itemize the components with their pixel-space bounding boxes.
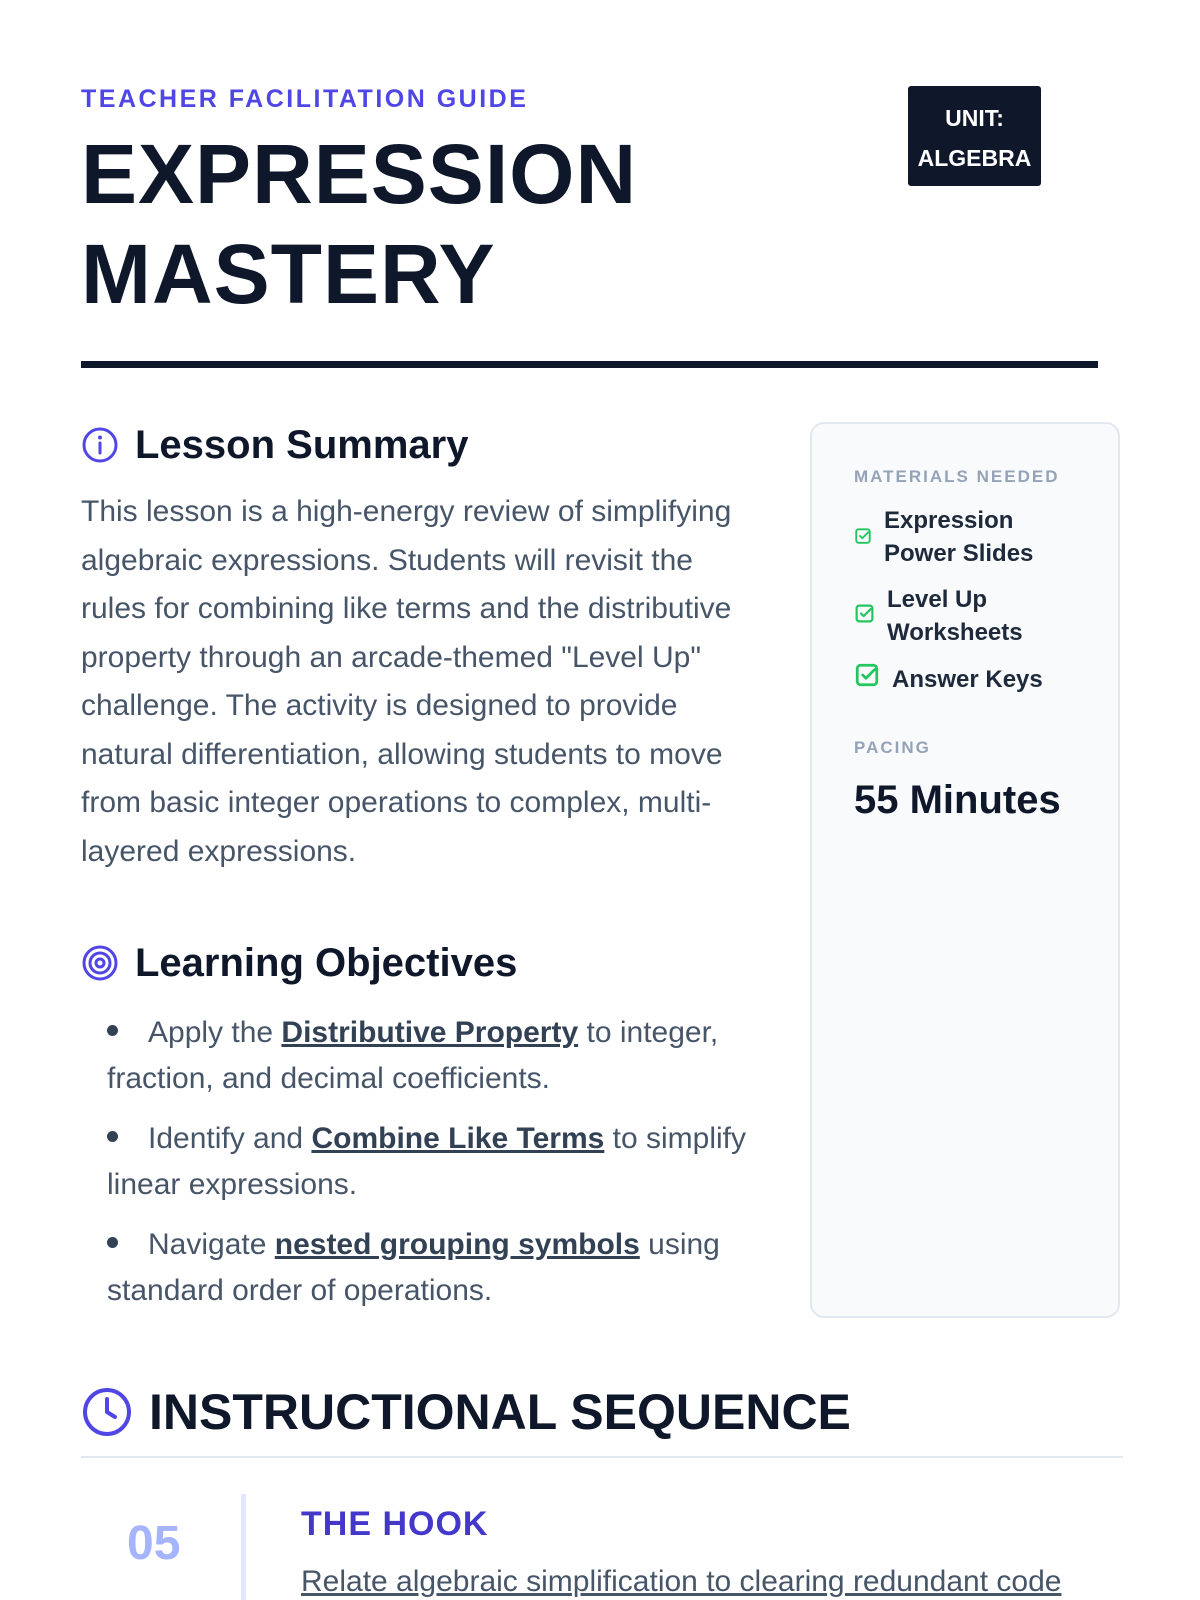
materials-label: MATERIALS NEEDED bbox=[854, 467, 1060, 486]
unit-badge bbox=[908, 86, 1041, 186]
material-item bbox=[854, 662, 1078, 697]
objective-item bbox=[107, 1222, 761, 1314]
objective-text-after: using standard order of operations. bbox=[107, 1228, 720, 1307]
step-divider bbox=[241, 1494, 246, 1600]
material-item bbox=[854, 583, 1078, 649]
learning-objectives-heading-text: Learning Objectives bbox=[135, 941, 518, 985]
guide-body bbox=[81, 368, 1098, 1318]
main-column bbox=[81, 420, 761, 1328]
page-title-line-2: MASTERY bbox=[81, 227, 496, 321]
objective-key-term: Distributive Property bbox=[281, 1016, 579, 1049]
clock-icon bbox=[81, 1386, 133, 1438]
instructional-sequence-heading bbox=[81, 1380, 1123, 1458]
target-icon bbox=[81, 944, 119, 982]
bullet-icon bbox=[107, 1131, 118, 1142]
instructional-sequence bbox=[81, 1380, 1123, 1600]
unit-badge-line-1: UNIT: bbox=[945, 105, 1004, 131]
pacing-value: 55 Minutes bbox=[854, 778, 1061, 822]
page-title bbox=[81, 124, 721, 324]
objective-text-before: Apply the bbox=[148, 1016, 282, 1049]
objective-item bbox=[107, 1010, 761, 1102]
sequence-step bbox=[81, 1494, 1123, 1600]
eyebrow-label: TEACHER FACILITATION GUIDE bbox=[81, 85, 529, 113]
pacing-label: PACING bbox=[854, 738, 931, 757]
material-label: Expression Power Slides bbox=[884, 507, 1034, 567]
unit-badge-line-2: ALGEBRA bbox=[917, 145, 1032, 171]
material-label: Answer Keys bbox=[892, 666, 1043, 693]
objective-text-after: to integer, fraction, and decimal coefficients. bbox=[107, 1016, 719, 1095]
page-title-line-1: EXPRESSION bbox=[81, 127, 638, 221]
lesson-summary-text: This lesson is a high-energy review of simplifying algebraic expressions. Students will revisit the rules for combining like terms and the distributive property through an arcade-themed "Level Up" challenge. The activity is designed to provide natural differentiation, allowing students to move from basic integer operations to complex, multi-layered expressions. bbox=[81, 495, 732, 868]
objective-text-before: Navigate bbox=[148, 1228, 275, 1261]
objectives-list bbox=[81, 1010, 761, 1314]
step-title: THE HOOK bbox=[301, 1505, 489, 1543]
learning-objectives-heading bbox=[81, 938, 761, 988]
check-square-icon bbox=[854, 600, 875, 633]
bullet-icon bbox=[107, 1025, 118, 1036]
lesson-summary-heading-text: Lesson Summary bbox=[135, 423, 469, 467]
guide-header bbox=[81, 0, 1098, 368]
objective-text-after: to simplify linear expressions. bbox=[107, 1122, 747, 1201]
materials-list bbox=[854, 504, 1078, 697]
check-square-icon bbox=[854, 521, 872, 554]
step-number: 05 bbox=[127, 1517, 181, 1570]
bullet-icon bbox=[107, 1237, 118, 1248]
lesson-summary-heading bbox=[81, 420, 761, 470]
check-square-icon bbox=[854, 662, 880, 697]
objective-key-term: Combine Like Terms bbox=[311, 1122, 605, 1155]
step-description: Relate algebraic simplification to clearing redundant code bbox=[301, 1565, 1062, 1598]
material-item bbox=[854, 504, 1078, 570]
objective-key-term: nested grouping symbols bbox=[274, 1228, 640, 1261]
lesson-details-panel bbox=[810, 422, 1120, 1318]
objective-text-before: Identify and bbox=[148, 1122, 312, 1155]
instructional-sequence-heading-text: INSTRUCTIONAL SEQUENCE bbox=[149, 1384, 851, 1440]
objective-item bbox=[107, 1116, 761, 1208]
info-icon bbox=[81, 426, 119, 464]
material-label: Level Up Worksheets bbox=[887, 586, 1023, 646]
